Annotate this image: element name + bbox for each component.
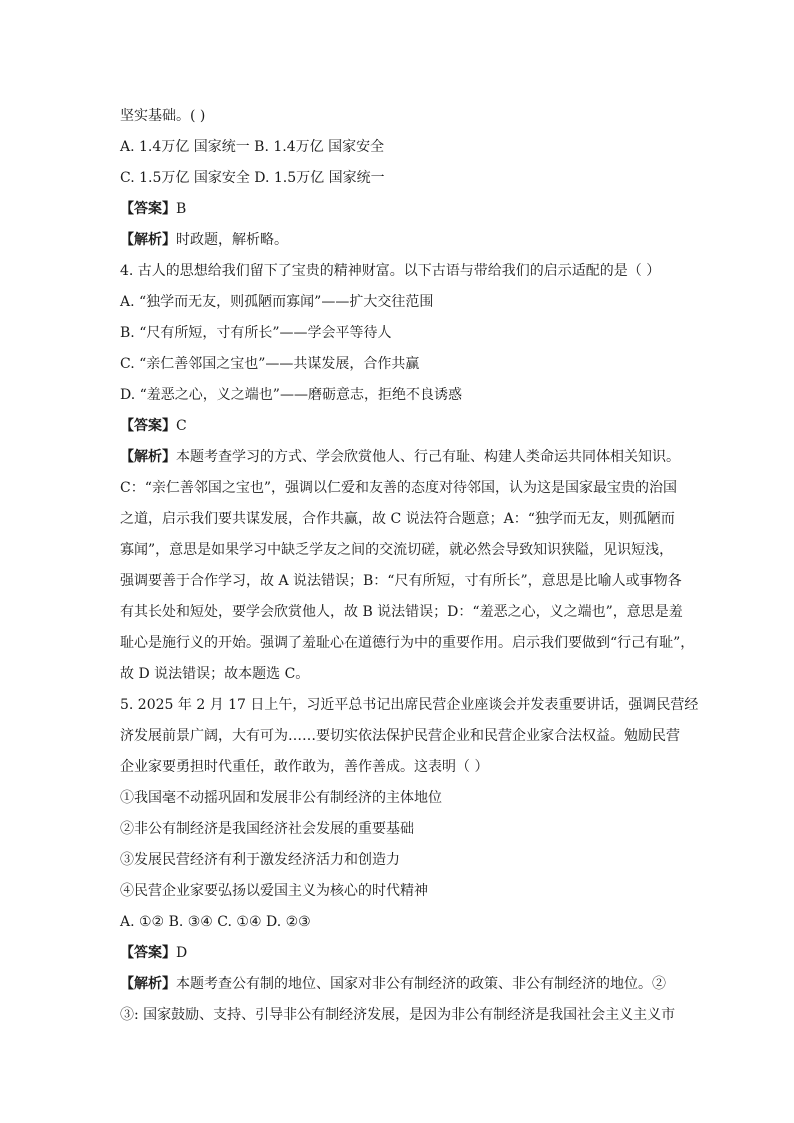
q4-option-a: A. “独学而无友，则孤陋而寡闻”——扩大交往范围 bbox=[120, 294, 434, 310]
q4-option-b: B. “尺有所短，寸有所长”——学会平等待人 bbox=[120, 325, 392, 341]
q5-stem-line-3: 企业家要勇担时代重任，敢作敢为，善作善成。这表明（ ） bbox=[120, 759, 489, 775]
q4-option-c: C. “亲仁善邻国之宝也”——共谋发展，合作共赢 bbox=[120, 356, 420, 372]
answer-value: B bbox=[176, 201, 187, 217]
answer-tag: 【答案】 bbox=[120, 418, 176, 434]
q3-answer bbox=[120, 194, 690, 225]
q5-statement-4: ④民营企业家要弘扬以爱国主义为核心的时代精神 bbox=[120, 883, 428, 899]
q3-options-ab: A. 1.4万亿 国家统一 B. 1.4万亿 国家安全 bbox=[120, 139, 385, 155]
q4-analysis-line-8: 故 D 说法错误；故本题选 C。 bbox=[120, 666, 310, 682]
q4-option-d: D. “羞恶之心，义之端也”——磨砺意志，拒绝不良诱惑 bbox=[120, 387, 462, 403]
q5-analysis-line-2: ③: 国家鼓励、支持、引导非公有制经济发展，是因为非公有制经济是我国社会主义主义市 bbox=[120, 1007, 676, 1023]
q3-options-cd: C. 1.5万亿 国家安全 D. 1.5万亿 国家统一 bbox=[120, 170, 385, 186]
q4-analysis-line-1 bbox=[120, 442, 690, 473]
q5-statement-1: ①我国毫不动摇巩固和发展非公有制经济的主体地位 bbox=[120, 790, 442, 806]
q5-options: A. ①② B. ③④ C. ①④ D. ②③ bbox=[120, 914, 311, 930]
analysis-text: 时政题，解析略。 bbox=[176, 232, 288, 248]
q3-analysis bbox=[120, 225, 690, 256]
q5-stem-line-2: 济发展前景广阔，大有可为……要切实依法保护民营企业和民营企业家合法权益。勉励民营 bbox=[120, 728, 680, 744]
q4-analysis-line-3: 之道，启示我们要共谋发展，合作共赢，故 C 说法符合题意；A：“独学而无友，则孤陋而 bbox=[120, 511, 675, 527]
q4-analysis-line-4: 寡闻”，意思是如果学习中缺乏学友之间的交流切磋，就必然会导致知识狭隘，见识短浅， bbox=[120, 542, 674, 558]
document-page bbox=[120, 101, 699, 1031]
answer-tag: 【答案】 bbox=[120, 945, 176, 961]
q5-analysis-line-1 bbox=[120, 969, 690, 1000]
answer-value: D bbox=[176, 945, 188, 961]
answer-tag: 【答案】 bbox=[120, 201, 176, 217]
q4-analysis-line-2: C：“亲仁善邻国之宝也”，强调以仁爱和友善的态度对待邻国，认为这是国家最宝贵的治国 bbox=[120, 480, 678, 496]
analysis-tag: 【解析】 bbox=[120, 976, 176, 992]
q4-stem: 4. 古人的思想给我们留下了宝贵的精神财富。以下古语与带给我们的启示适配的是（ ） bbox=[120, 263, 661, 279]
q5-answer bbox=[120, 938, 690, 969]
q4-analysis-line-5: 强调要善于合作学习，故 A 说法错误；B：“尺有所短，寸有所长”，意思是比喻人或事物各 bbox=[120, 573, 682, 589]
analysis-tag: 【解析】 bbox=[120, 449, 176, 465]
analysis-text: 本题考查公有制的地位、国家对非公有制经济的政策、非公有制经济的地位。② bbox=[176, 976, 666, 992]
q4-analysis-line-6: 有其长处和短处，要学会欣赏他人，故 B 说法错误；D：“羞恶之心，义之端也”，意思是羞 bbox=[120, 604, 683, 620]
q5-stem-line-1: 5. 2025 年 2 月 17 日上午，习近平总书记出席民营企业座谈会并发表重要讲话，强调民营经 bbox=[120, 697, 699, 713]
q4-analysis-line-7: 耻心是施行义的开始。强调了羞耻心在道德行为中的重要作用。启示我们要做到“行己有耻”， bbox=[120, 635, 695, 651]
analysis-text: 本题考查学习的方式、学会欣赏他人、行己有耻、构建人类命运共同体相关知识。 bbox=[176, 449, 680, 465]
analysis-tag: 【解析】 bbox=[120, 232, 176, 248]
q5-statement-2: ②非公有制经济是我国经济社会发展的重要基础 bbox=[120, 821, 414, 837]
q5-statement-3: ③发展民营经济有利于激发经济活力和创造力 bbox=[120, 852, 400, 868]
q3-stem-tail: 坚实基础。( ) bbox=[120, 108, 206, 124]
answer-value: C bbox=[176, 418, 187, 434]
q4-answer bbox=[120, 411, 690, 442]
